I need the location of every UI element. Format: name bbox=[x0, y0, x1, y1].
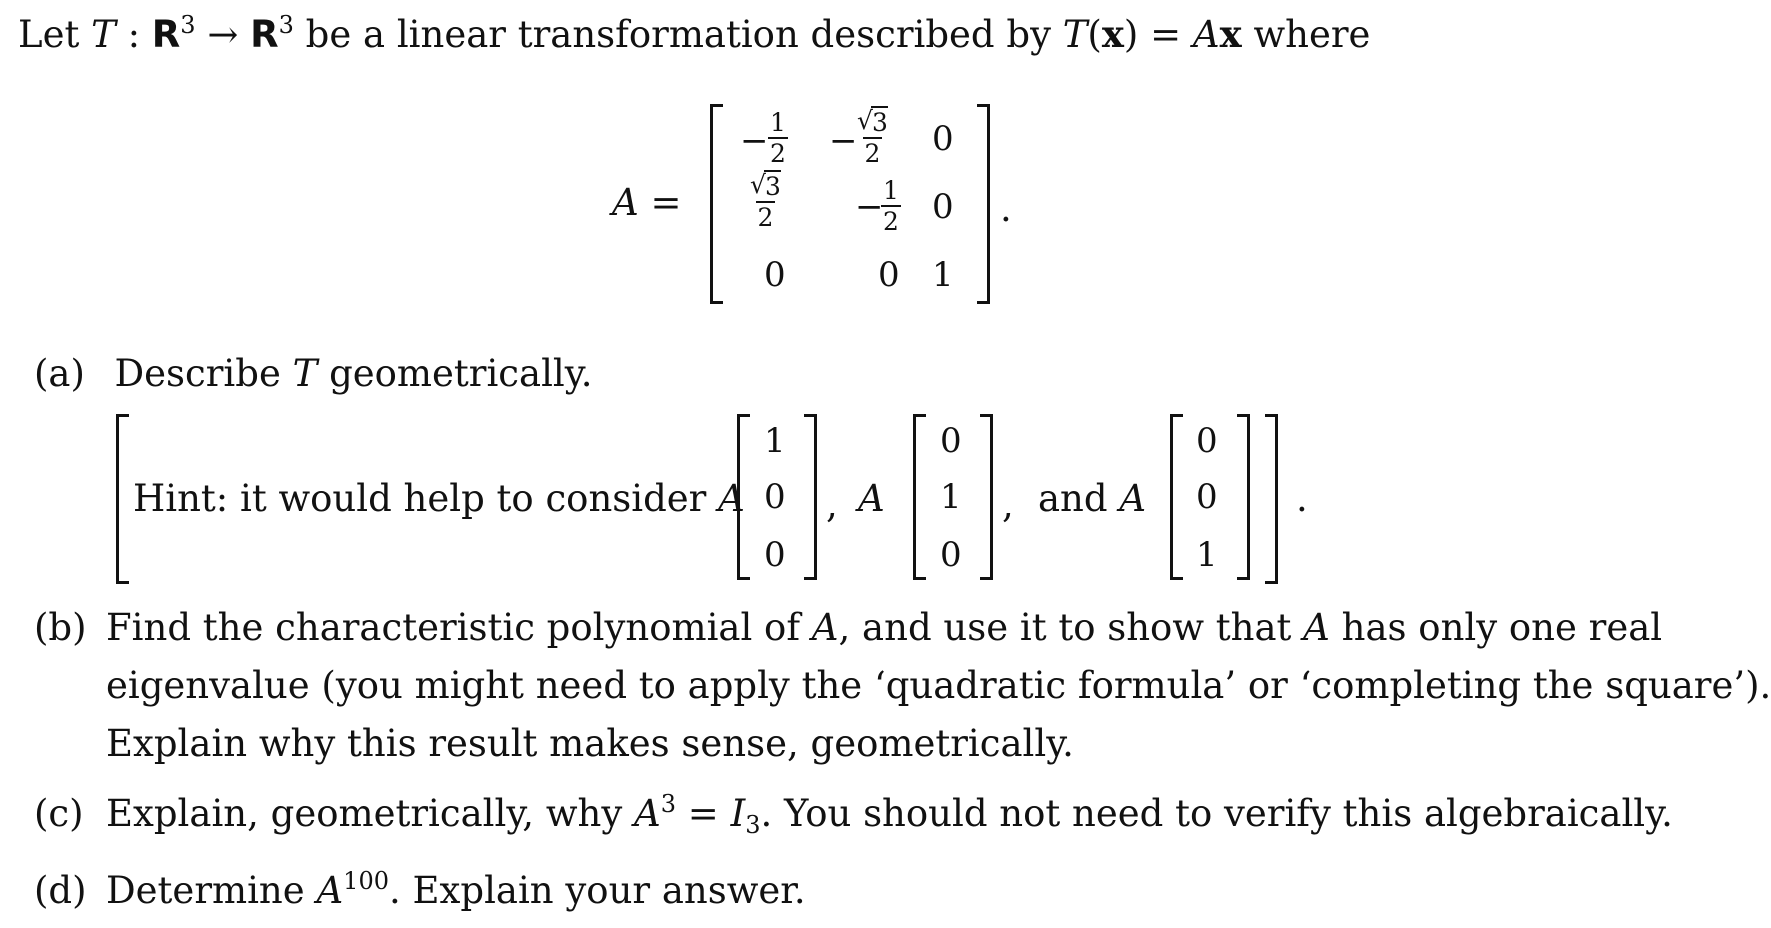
vec3-entry-2: 0 bbox=[1196, 477, 1218, 517]
radical-icon: √ bbox=[857, 106, 873, 135]
matrix-right-bracket bbox=[977, 104, 990, 304]
matrix-lhs-A: A bbox=[612, 181, 639, 224]
part-b-line-2: eigenvalue (you might need to apply the ‘quadratic formula’ or ‘completing the square’). bbox=[106, 664, 1771, 707]
hint-outer-left-bracket bbox=[116, 414, 129, 584]
vec1-left-bracket bbox=[737, 414, 750, 580]
part-c-post: . You should not need to verify this algebraically. bbox=[760, 792, 1673, 835]
part-c-line bbox=[106, 790, 1673, 839]
intro-where: where bbox=[1253, 13, 1371, 56]
part-a-text-1: Describe bbox=[114, 352, 281, 395]
hint-period: . bbox=[1296, 477, 1308, 520]
vec3-entry-1: 0 bbox=[1196, 421, 1218, 461]
matrix-r3c3: 1 bbox=[932, 255, 954, 295]
intro-Tx-x: x bbox=[1101, 12, 1124, 56]
intro-Tx-open: ( bbox=[1087, 13, 1102, 56]
matrix-r2c3: 0 bbox=[932, 187, 954, 227]
intro-colon: : bbox=[127, 13, 141, 56]
vec3-left-bracket bbox=[1170, 414, 1183, 580]
hint-comma-2: , bbox=[1002, 483, 1014, 526]
intro-Tx-close: ) bbox=[1123, 13, 1139, 56]
part-a-line bbox=[34, 352, 593, 395]
intro-Ax-x: x bbox=[1219, 12, 1242, 56]
matrix-lhs-eq: = bbox=[650, 181, 682, 224]
matrix-r3c1: 0 bbox=[764, 255, 786, 295]
intro-arrow: → bbox=[207, 13, 239, 56]
vec2-entry-1: 0 bbox=[940, 421, 962, 461]
part-c-pre: Explain, geometrically, why bbox=[106, 792, 623, 835]
matrix-r1c2-num: 3 bbox=[872, 108, 888, 137]
radical-icon: √ bbox=[750, 170, 766, 199]
matrix-r2c2 bbox=[881, 178, 901, 234]
matrix-r2c2-den: 2 bbox=[883, 207, 899, 236]
hint-text-body: Hint: it would help to consider bbox=[133, 477, 707, 520]
hint-A-2: A bbox=[858, 477, 885, 520]
matrix-r2c1-sqrt bbox=[750, 170, 781, 201]
part-d-exp: 100 bbox=[343, 867, 389, 895]
part-a-label: (a) bbox=[34, 352, 85, 395]
matrix-r3c2: 0 bbox=[878, 255, 900, 295]
matrix-r2c1 bbox=[748, 170, 783, 232]
part-d-pre: Determine bbox=[106, 869, 305, 912]
matrix-r1c1-sign: − bbox=[740, 121, 769, 161]
matrix-r1c2 bbox=[855, 106, 890, 168]
intro-R-domain-exp: 3 bbox=[180, 11, 196, 39]
part-c-A: A bbox=[634, 792, 661, 835]
vec1-right-bracket bbox=[804, 414, 817, 580]
part-b-A-2: A bbox=[1303, 606, 1330, 649]
part-c-exp: 3 bbox=[660, 790, 677, 818]
vec1-entry-1: 1 bbox=[764, 421, 786, 461]
vec3-entry-3: 1 bbox=[1196, 535, 1218, 575]
matrix-r2c2-sign: − bbox=[855, 187, 884, 227]
matrix-r1c1-num: 1 bbox=[770, 108, 786, 137]
matrix-r1c3: 0 bbox=[932, 119, 954, 159]
hint-A-3: A bbox=[1119, 477, 1147, 520]
part-b-A-1: A bbox=[811, 606, 839, 649]
vec1-entry-3: 0 bbox=[764, 535, 786, 575]
matrix-r1c1 bbox=[768, 110, 788, 166]
intro-let: Let bbox=[18, 13, 80, 56]
intro-Tx-T: T bbox=[1062, 13, 1088, 56]
matrix-r2c1-num: 3 bbox=[765, 172, 781, 201]
intro-A: A bbox=[1192, 13, 1220, 56]
part-b-line-3: Explain why this result makes sense, geometrically. bbox=[106, 722, 1074, 765]
part-d-post: . Explain your answer. bbox=[388, 869, 806, 912]
intro-R-domain: R bbox=[151, 13, 181, 56]
intro-rest: be a linear transformation described by bbox=[305, 13, 1051, 56]
intro-T: T bbox=[91, 13, 116, 56]
matrix-r2c1-den: 2 bbox=[757, 203, 774, 232]
matrix-r2c2-num: 1 bbox=[883, 176, 899, 205]
matrix-r1c2-den: 2 bbox=[864, 139, 881, 168]
matrix-left-bracket bbox=[710, 104, 723, 304]
vec3-right-bracket bbox=[1237, 414, 1250, 580]
part-c-eq: = bbox=[687, 792, 719, 835]
part-b-line1-post: has only one real bbox=[1341, 606, 1663, 649]
matrix-period: . bbox=[1000, 187, 1012, 230]
part-b-line-1 bbox=[106, 606, 1663, 649]
part-a-T: T bbox=[292, 352, 318, 395]
matrix-r1c1-den: 2 bbox=[770, 139, 786, 168]
hint-comma-1: , bbox=[826, 483, 838, 526]
part-d-A: A bbox=[316, 869, 344, 912]
hint-text bbox=[133, 477, 745, 520]
matrix-lhs bbox=[612, 181, 682, 224]
hint-and-word: and bbox=[1038, 477, 1108, 520]
part-b-label: (b) bbox=[34, 606, 87, 649]
part-d-label: (d) bbox=[34, 869, 87, 912]
part-b-line1-mid: , and use it to show that bbox=[838, 606, 1292, 649]
hint-and bbox=[1038, 477, 1147, 520]
hint-outer-right-bracket bbox=[1265, 414, 1278, 584]
hint-A-1: A bbox=[718, 477, 745, 520]
vec2-entry-3: 0 bbox=[940, 535, 962, 575]
part-d-line bbox=[106, 867, 806, 912]
intro-R-codomain: R bbox=[250, 13, 279, 56]
part-a-text-2: geometrically. bbox=[329, 352, 593, 395]
vec2-left-bracket bbox=[913, 414, 926, 580]
vec2-right-bracket bbox=[980, 414, 993, 580]
intro-line bbox=[18, 11, 1371, 56]
intro-R-codomain-exp: 3 bbox=[278, 11, 294, 39]
part-c-sub: 3 bbox=[745, 811, 761, 839]
vec2-entry-2: 1 bbox=[940, 477, 962, 517]
matrix-r1c2-sqrt bbox=[857, 106, 888, 137]
matrix-r1c2-sign: − bbox=[829, 121, 858, 161]
part-c-I: I bbox=[730, 792, 746, 835]
vec1-entry-2: 0 bbox=[764, 477, 786, 517]
part-c-label: (c) bbox=[34, 792, 84, 835]
part-b-line1-pre: Find the characteristic polynomial of bbox=[106, 606, 801, 649]
intro-equals: = bbox=[1150, 13, 1182, 56]
